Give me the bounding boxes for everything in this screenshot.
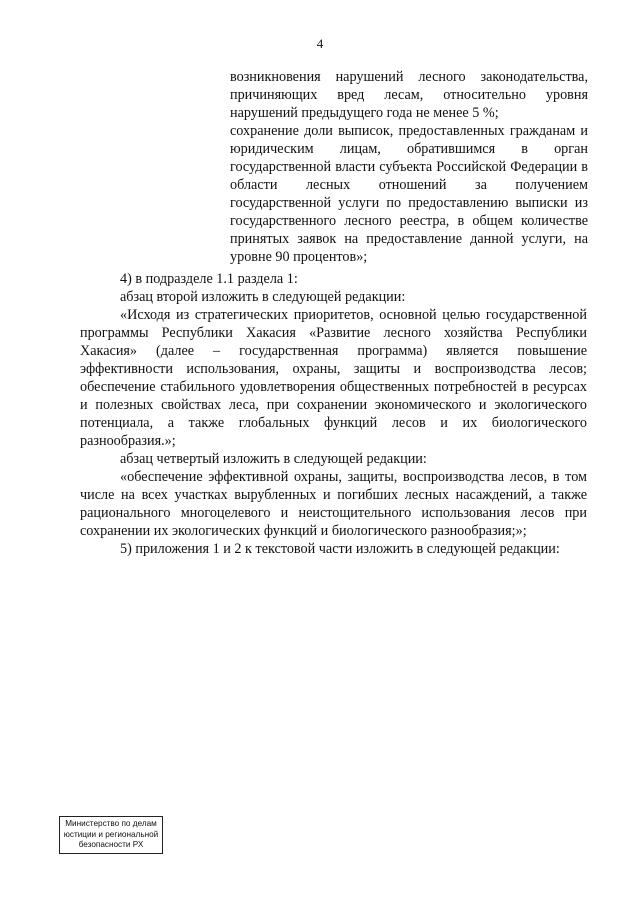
text-line: числе на всех участках вырубленных и погибших лесных насаждений, а также	[80, 487, 587, 503]
text-line: области лесных отношений за получением	[230, 177, 588, 193]
text-line: возникновения нарушений лесного законодательства,	[230, 69, 588, 85]
text-line: потенциала, а также глобальных функций лесов и их биологического	[80, 415, 587, 431]
text-line: и полезных свойствах леса, при сохранении экономического и экологического	[80, 397, 587, 413]
text-line: сохранении их экологических функций и биологического разнообразия;»;	[80, 523, 527, 539]
text-line: 4) в подразделе 1.1 раздела 1:	[120, 271, 298, 287]
text-line: «обеспечение эффективной охраны, защиты, воспроизводства лесов, в том	[120, 469, 587, 485]
stamp-line: юстиции и региональной	[63, 829, 159, 839]
text-line: абзац четвертый изложить в следующей редакции:	[120, 451, 427, 467]
text-line: принятых заявок на предоставление данной услуги, на	[230, 231, 588, 247]
text-line: рационального многоцелевого и неистощительного использования лесов при	[80, 505, 587, 521]
text-line: 5) приложения 1 и 2 к текстовой части изложить в следующей редакции:	[120, 541, 560, 557]
page-number: 4	[316, 36, 324, 51]
text-line: сохранение доли выписок, предоставленных гражданам и	[230, 123, 588, 139]
text-line: государственного лесного реестра, в общем количестве	[230, 213, 588, 229]
stamp-line: безопасности РХ	[78, 840, 144, 849]
text-line: причиняющих вред лесам, относительно уровня	[230, 87, 588, 103]
text-line: государственной услуги по предоставлению выписки из	[230, 195, 588, 211]
text-line: уровне 90 процентов»;	[230, 249, 368, 265]
registration-stamp	[59, 816, 163, 854]
text-line: «Исходя из стратегических приоритетов, основной целью государственной	[120, 307, 587, 323]
text-line: Хакасия» (далее – государственная программа) является повышение	[80, 343, 587, 359]
text-line: юридическим лицам, обратившимся в орган	[230, 141, 588, 157]
text-line: разнообразия.»;	[80, 433, 176, 449]
text-line: нарушений предыдущего года не менее 5 %;	[230, 105, 499, 121]
text-line: эффективности использования, охраны, защиты и воспроизводства лесов;	[80, 361, 587, 377]
text-line: программы Республики Хакасия «Развитие лесного хозяйства Республики	[80, 325, 587, 341]
text-line: государственной власти субъекта Российской Федерации в	[230, 159, 588, 175]
text-line: обеспечение стабильного удовлетворения общественных потребностей в ресурсах	[80, 379, 587, 395]
text-line: абзац второй изложить в следующей редакции:	[120, 289, 406, 305]
stamp-line: Министерство по делам	[65, 819, 157, 828]
